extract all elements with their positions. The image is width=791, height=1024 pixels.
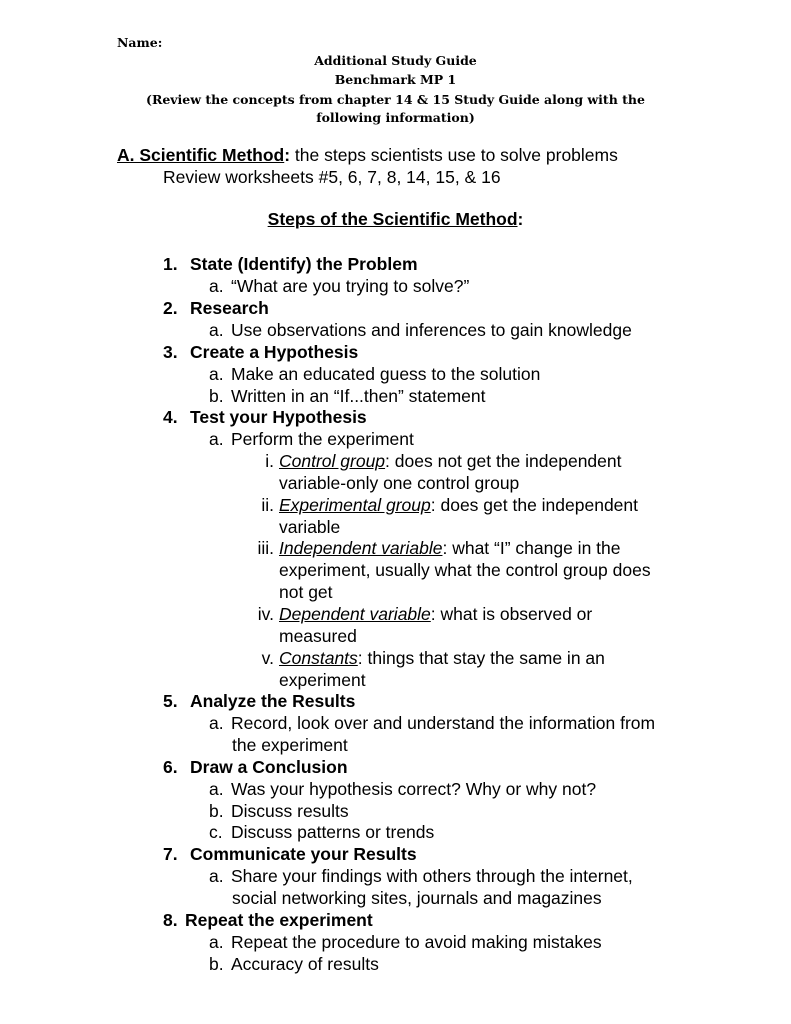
- step-6-sub-c: [209, 821, 434, 843]
- detail-i-line1: [279, 450, 622, 472]
- detail-i-line2: variable-only one control group: [279, 473, 520, 493]
- step-number: 8.: [163, 910, 178, 930]
- sub-text: Accuracy of results: [231, 954, 379, 974]
- step-number: 2.: [163, 298, 178, 318]
- step-title: State (Identify) the Problem: [190, 254, 418, 274]
- sub-letter: a.: [209, 276, 224, 296]
- step-7-sub-a: [209, 865, 633, 887]
- sub-text: Make an educated guess to the solution: [231, 364, 541, 384]
- sub-letter: a.: [209, 320, 224, 340]
- step-title: Repeat the experiment: [185, 910, 373, 930]
- detail-text: : things that stay the same in an: [357, 648, 605, 668]
- step-title: Create a Hypothesis: [190, 342, 359, 362]
- detail-text: : what is observed or: [430, 604, 593, 624]
- step-6-sub-b: [209, 800, 349, 822]
- steps-heading-text: Steps of the Scientific Method: [267, 209, 518, 229]
- detail-text: : does not get the independent: [385, 451, 622, 471]
- step-8: [163, 909, 373, 931]
- detail-i-numeral: i.: [265, 451, 274, 471]
- section-a-review: Review worksheets #5, 6, 7, 8, 14, 15, & 16: [163, 167, 501, 187]
- section-a-label: A. Scientific Method: [117, 145, 285, 165]
- detail-v-line2: experiment: [279, 670, 366, 690]
- step-3-sub-b: [209, 385, 486, 407]
- sub-letter: a.: [209, 866, 224, 886]
- step-3-sub-a: [209, 363, 540, 385]
- steps-heading-colon: :: [517, 209, 524, 229]
- sub-text: Repeat the procedure to avoid making mistakes: [231, 932, 602, 952]
- step-5-sub-a-cont: the experiment: [232, 735, 348, 755]
- step-1: [163, 253, 418, 275]
- sub-letter: b.: [209, 386, 224, 406]
- detail-text: : what “I” change in the: [442, 538, 621, 558]
- detail-ii-numeral: ii.: [261, 495, 274, 515]
- sub-text: Record, look over and understand the information from: [231, 713, 656, 733]
- sub-letter: a.: [209, 429, 224, 449]
- detail-ii-line2: variable: [279, 517, 341, 537]
- step-2: [163, 297, 269, 319]
- sub-text: “What are you trying to solve?”: [231, 276, 470, 296]
- step-title: Test your Hypothesis: [190, 407, 367, 427]
- step-6-sub-a: [209, 778, 596, 800]
- detail-iii-line3: not get: [279, 582, 333, 602]
- detail-iii-line1: [279, 537, 621, 559]
- detail-ii-line1: [279, 494, 638, 516]
- name-label: Name:: [117, 35, 163, 50]
- section-a-definition: the steps scientists use to solve problems: [290, 145, 618, 165]
- detail-iii-numeral: iii.: [257, 538, 274, 558]
- step-7-sub-a-cont: social networking sites, journals and magazines: [232, 888, 602, 908]
- step-title: Communicate your Results: [190, 844, 417, 864]
- sub-letter: a.: [209, 713, 224, 733]
- sub-letter: a.: [209, 779, 224, 799]
- step-4-sub-a: [209, 428, 414, 450]
- step-1-sub-a: [209, 275, 469, 297]
- detail-iii-line2: experiment, usually what the control group does: [279, 560, 651, 580]
- step-title: Draw a Conclusion: [190, 757, 348, 777]
- sub-letter: a.: [209, 364, 224, 384]
- step-title: Research: [190, 298, 269, 318]
- detail-term: Control group: [279, 451, 386, 471]
- review-note: [120, 91, 671, 127]
- sub-letter: c.: [209, 822, 223, 842]
- review-note-line1: (Review the concepts from chapter 14 & 15 Study Guide along with the: [146, 92, 645, 107]
- detail-iv-line2: measured: [279, 626, 357, 646]
- step-6: [163, 756, 348, 778]
- step-number: 1.: [163, 254, 178, 274]
- detail-iv-line1: [279, 603, 592, 625]
- document-title: Additional Study Guide: [314, 53, 477, 68]
- step-4: [163, 406, 367, 428]
- step-8-sub-a: [209, 931, 602, 953]
- step-7: [163, 843, 417, 865]
- sub-letter: b.: [209, 801, 224, 821]
- step-8-sub-b: [209, 953, 379, 975]
- step-number: 6.: [163, 757, 178, 777]
- section-a-heading: [117, 144, 618, 166]
- step-5-sub-a: [209, 712, 655, 734]
- detail-text: : does get the independent: [430, 495, 639, 515]
- step-2-sub-a: [209, 319, 632, 341]
- step-number: 5.: [163, 691, 178, 711]
- detail-iv-numeral: iv.: [257, 604, 274, 624]
- step-number: 3.: [163, 342, 178, 362]
- step-number: 7.: [163, 844, 178, 864]
- detail-term: Independent variable: [279, 538, 443, 558]
- step-title: Analyze the Results: [190, 691, 356, 711]
- detail-v-numeral: v.: [261, 648, 274, 668]
- sub-text: Discuss patterns or trends: [231, 822, 435, 842]
- sub-text: Was your hypothesis correct? Why or why not?: [231, 779, 597, 799]
- sub-text: Perform the experiment: [231, 429, 414, 449]
- section-a-colon: :: [284, 145, 291, 165]
- sub-text: Discuss results: [231, 801, 349, 821]
- sub-text: Use observations and inferences to gain knowledge: [231, 320, 632, 340]
- sub-text: Share your findings with others through the internet,: [231, 866, 633, 886]
- review-note-line2: following information): [316, 110, 475, 125]
- detail-term: Constants: [279, 648, 358, 668]
- step-5: [163, 690, 355, 712]
- sub-text: Written in an “If...then” statement: [231, 386, 486, 406]
- sub-letter: a.: [209, 932, 224, 952]
- sub-letter: b.: [209, 954, 224, 974]
- steps-heading: [0, 209, 791, 230]
- step-3: [163, 341, 358, 363]
- detail-v-line1: [279, 647, 605, 669]
- detail-term: Experimental group: [279, 495, 431, 515]
- detail-term: Dependent variable: [279, 604, 431, 624]
- document-subtitle: Benchmark MP 1: [334, 72, 457, 87]
- step-number: 4.: [163, 407, 178, 427]
